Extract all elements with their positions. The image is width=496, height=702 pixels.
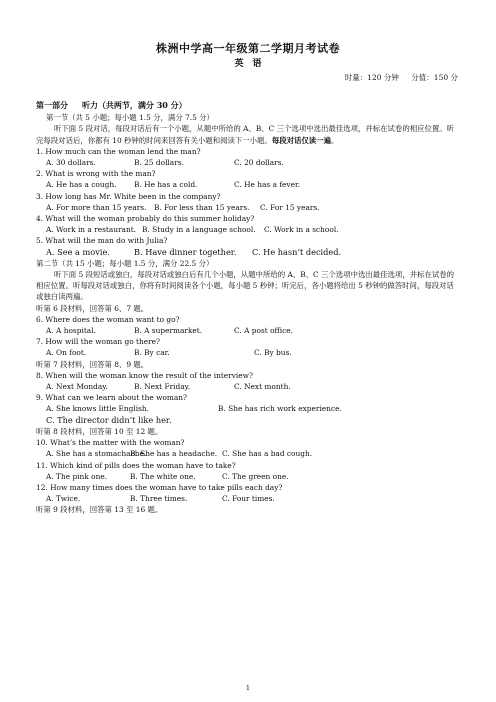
option-c: C. Next month. bbox=[234, 382, 291, 392]
option-a: A. She knows little English. bbox=[46, 404, 150, 414]
option-b: B. By car. bbox=[134, 348, 170, 358]
question-text: 9. What can we learn about the woman? bbox=[36, 393, 188, 403]
option-b: B. Next Friday. bbox=[134, 382, 191, 392]
question-options bbox=[36, 403, 460, 414]
option-b: B. A supermarket. bbox=[134, 326, 203, 336]
option-b: B. Study in a language school. bbox=[142, 225, 256, 235]
part1-label: 第一部分 bbox=[36, 100, 68, 110]
question-text: 11. Which kind of pills does the woman have to take? bbox=[36, 460, 236, 470]
option-c: C. He has a fever. bbox=[234, 180, 301, 190]
option-a: A. The pink one. bbox=[46, 471, 108, 481]
option-b: B. The white one. bbox=[130, 471, 196, 481]
option-a: A. Work in a restaurant. bbox=[46, 225, 137, 235]
question-options-continued bbox=[36, 415, 460, 426]
section1-directions-end: 。 bbox=[330, 135, 339, 145]
section2-heading: 第二节（共 15 小题；每小题 1.5 分，满分 22.5 分） bbox=[36, 258, 214, 268]
section1-directions bbox=[36, 123, 460, 145]
question-text: 5. What will the man do with Julia? bbox=[36, 236, 168, 246]
option-c: C. Four times. bbox=[222, 494, 275, 504]
option-c: C. By bus. bbox=[254, 348, 292, 358]
question-options bbox=[36, 224, 460, 235]
question-text: 7. How will the woman go there? bbox=[36, 337, 160, 347]
option-b: B. She has a headache. bbox=[130, 449, 218, 459]
question-options bbox=[36, 381, 460, 392]
question-options bbox=[36, 157, 460, 168]
page-number: 1 bbox=[245, 684, 251, 692]
question-text: 10. What’s the matter with the woman? bbox=[36, 438, 185, 448]
option-c: C. Work in a school. bbox=[264, 225, 339, 235]
question-options bbox=[36, 471, 460, 482]
question-options bbox=[36, 347, 460, 358]
option-a: A. See a movie. bbox=[46, 246, 110, 257]
part1-heading bbox=[36, 100, 460, 111]
question-text: 3. How long has Mr. White been in the company? bbox=[36, 191, 221, 201]
question-text: 12. How many times does the woman have to take pills each day? bbox=[36, 482, 283, 492]
question-options bbox=[36, 493, 460, 504]
option-b: B. 25 dollars. bbox=[134, 158, 184, 168]
total-score: 分值：150 分 bbox=[411, 73, 458, 82]
option-a: A. Twice. bbox=[46, 494, 81, 504]
option-a: A. 30 dollars. bbox=[46, 158, 96, 168]
question-options bbox=[36, 247, 460, 258]
time-score bbox=[335, 72, 458, 83]
option-b: B. Have dinner together. bbox=[134, 246, 237, 257]
material-note: 听第 9 段材料，回答第 13 至 16 题。 bbox=[36, 505, 163, 515]
question-text: 6. Where does the woman want to go? bbox=[36, 314, 180, 324]
question-text: 2. What is wrong with the man? bbox=[36, 169, 156, 179]
option-c: C. For 15 years. bbox=[260, 202, 320, 212]
question-text: 4. What will the woman probably do this summer holiday? bbox=[36, 214, 255, 224]
option-a: A. On foot. bbox=[46, 348, 87, 358]
option-b: B. For less than 15 years. bbox=[154, 202, 250, 212]
question-options bbox=[36, 202, 460, 213]
exam-content bbox=[36, 100, 460, 516]
option-b: B. She has rich work experience. bbox=[218, 404, 342, 414]
part1-name: 听力（共两节，满分 30 分） bbox=[81, 100, 187, 110]
option-b: B. Three times. bbox=[130, 494, 188, 504]
option-c: C. The director didn’t like her. bbox=[46, 414, 172, 425]
question-text: 8. When will the woman know the result of the interview? bbox=[36, 370, 253, 380]
question-text: 1. How much can the woman lend the man? bbox=[36, 146, 201, 156]
option-a: A. She has a stomachache. bbox=[46, 449, 147, 459]
exam-title: 株洲中学高一年级第二学期月考试卷 bbox=[156, 42, 340, 55]
option-a: A. For more than 15 years. bbox=[46, 202, 147, 212]
option-c: C. He hasn’t decided. bbox=[252, 246, 342, 257]
option-c: C. The green one. bbox=[222, 471, 289, 481]
question-options bbox=[36, 179, 460, 190]
material-note: 听第 8 段材料，回答第 10 至 12 题。 bbox=[36, 426, 163, 436]
section2-directions: 听下面 5 段短话或独白，每段对话或独白后有几个小题，从题中所给的 A、B、C 三个选项中选出最佳选项，并标在试卷的相应位置。听每段对话或独白，你将有时间阅读各个小题，每小题 5 秒钟；听完后，各小题将给出 5 秒钟的做答时间，每段对话或独白读两遍。 bbox=[36, 270, 455, 302]
material-note: 听第 6 段材料，回答第 6、7 题。 bbox=[36, 303, 149, 313]
subject-title: 英 语 bbox=[234, 59, 262, 69]
question-options bbox=[36, 448, 460, 459]
section1-heading: 第一节（共 5 小题；每小题 1.5 分，满分 7.5 分） bbox=[46, 113, 214, 123]
option-c: C. A post office. bbox=[234, 326, 293, 336]
option-a: A. Next Monday. bbox=[46, 382, 108, 392]
question-options bbox=[36, 325, 460, 336]
material-note: 听第 7 段材料，回答第 8、9 题。 bbox=[36, 359, 149, 369]
option-a: A. A hospital. bbox=[46, 326, 96, 336]
option-c: C. She has a bad cough. bbox=[222, 449, 313, 459]
section1-directions-text: 听下面 5 段对话，每段对话后有一个小题，从题中所给的 A、B、C 三个选项中选出最佳选项，并标在试卷的相应位置。听完每段对话后，你都有 10 秒钟的时间来回答有关小题和阅读下一小题。 bbox=[36, 124, 455, 145]
time-limit: 时量：120 分钟 bbox=[344, 73, 399, 82]
option-b: B. He has a cold. bbox=[134, 180, 198, 190]
option-a: A. He has a cough. bbox=[46, 180, 117, 190]
option-c: C. 20 dollars. bbox=[234, 158, 284, 168]
section1-directions-bold: 每段对话仅读一遍 bbox=[271, 135, 331, 145]
